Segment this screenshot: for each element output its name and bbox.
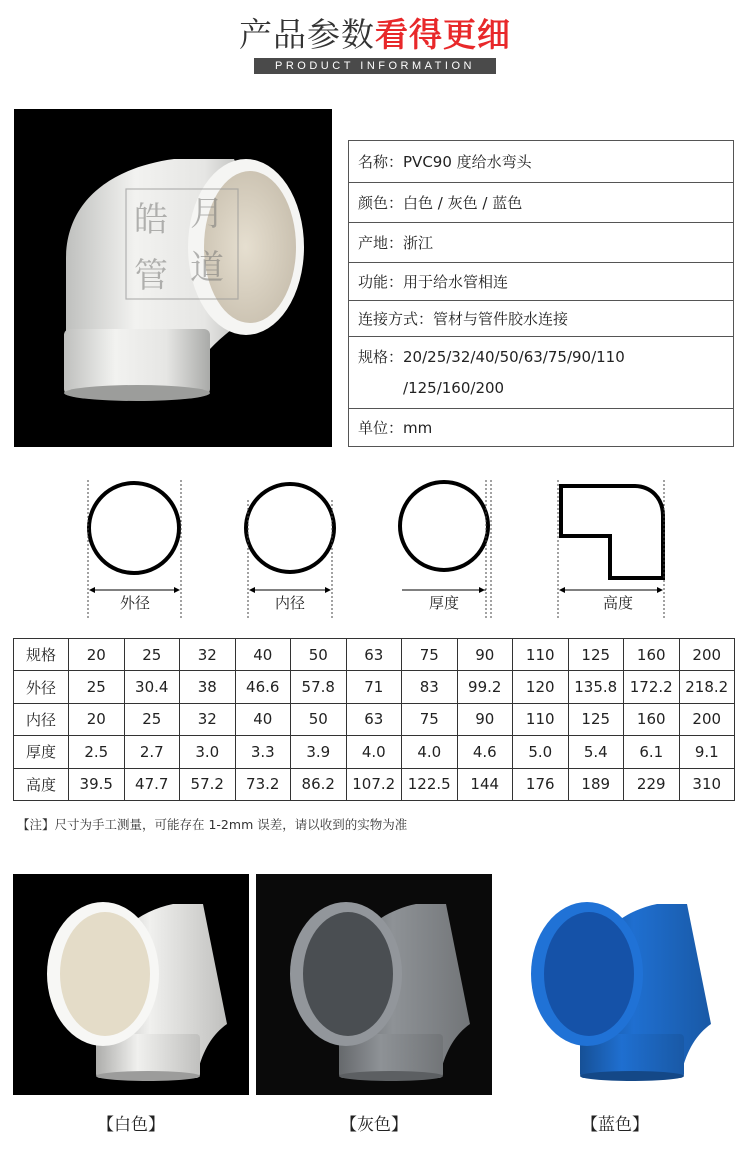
spec-value: 管材与管件胶水连接 [433, 309, 569, 328]
table-row [14, 736, 735, 768]
table-cell: 4.6 [457, 736, 513, 768]
gray-elbow-photo [256, 874, 492, 1095]
table-cell: 218.2 [679, 671, 735, 703]
title-light: 产品参数 [239, 15, 375, 54]
table-cell: 5.4 [568, 736, 624, 768]
table-cell: 2.5 [69, 736, 125, 768]
table-cell: 125 [568, 639, 624, 671]
spec-label: 单位： [358, 419, 404, 437]
spec-row-origin [349, 223, 733, 263]
table-cell: 2.7 [124, 736, 180, 768]
spec-row-connection [349, 301, 733, 337]
table-cell: 40 [235, 639, 291, 671]
diagram-height [552, 470, 672, 620]
table-row [14, 768, 735, 800]
table-cell: 176 [513, 768, 569, 800]
page-subtitle: PRODUCT INFORMATION [254, 58, 496, 74]
page-header [0, 14, 750, 74]
spec-row-size [349, 337, 733, 409]
dimension-table-body [14, 639, 735, 801]
table-cell: 5.0 [513, 736, 569, 768]
table-cell: 6.1 [624, 736, 680, 768]
table-cell: 125 [568, 703, 624, 735]
table-cell: 3.9 [291, 736, 347, 768]
spec-value: 浙江 [403, 233, 434, 252]
table-cell: 25 [124, 703, 180, 735]
table-cell: 20 [69, 703, 125, 735]
spec-value: 20/25/32/40/50/63/75/90/110 [403, 348, 625, 366]
table-cell: 310 [679, 768, 735, 800]
photo-label-gray: 【灰色】 [340, 1115, 408, 1135]
title-bold: 看得更细 [375, 15, 511, 54]
table-row-head: 内径 [14, 703, 69, 735]
table-cell: 144 [457, 768, 513, 800]
table-cell: 4.0 [402, 736, 458, 768]
table-cell: 110 [513, 639, 569, 671]
page-title [0, 14, 750, 56]
table-cell: 32 [180, 639, 236, 671]
spec-value: PVC90 度给水弯头 [403, 152, 532, 171]
table-cell: 172.2 [624, 671, 680, 703]
table-cell: 25 [69, 671, 125, 703]
photo-label-blue: 【蓝色】 [581, 1115, 649, 1135]
blue-elbow-photo [497, 874, 733, 1095]
table-cell: 47.7 [124, 768, 180, 800]
diagram-label: 厚度 [428, 594, 459, 612]
spec-label: 颜色： [358, 193, 404, 212]
hero-product-photo [14, 109, 332, 447]
spec-label: 产地： [358, 233, 404, 252]
watermark-char-4: 道 [190, 248, 224, 288]
table-cell: 20 [69, 639, 125, 671]
table-cell: 71 [346, 671, 402, 703]
table-cell: 63 [346, 703, 402, 735]
table-cell: 73.2 [235, 768, 291, 800]
table-cell: 160 [624, 639, 680, 671]
table-row-head: 外径 [14, 671, 69, 703]
table-row [14, 639, 735, 671]
table-cell: 57.8 [291, 671, 347, 703]
spec-value-multiline [403, 346, 625, 399]
table-cell: 122.5 [402, 768, 458, 800]
table-cell: 50 [291, 639, 347, 671]
table-cell: 99.2 [457, 671, 513, 703]
table-cell: 25 [124, 639, 180, 671]
diagram-thickness [394, 470, 498, 620]
spec-label: 功能： [358, 272, 404, 291]
table-cell: 135.8 [568, 671, 624, 703]
spec-value: 用于给水管相连 [403, 272, 509, 291]
table-cell: 30.4 [124, 671, 180, 703]
table-cell: 120 [513, 671, 569, 703]
diagram-label: 内径 [274, 594, 305, 612]
table-cell: 160 [624, 703, 680, 735]
white-elbow-photo [13, 874, 249, 1095]
spec-row-function [349, 263, 733, 301]
dimension-diagrams [0, 470, 750, 620]
photo-label-white: 【白色】 [97, 1115, 165, 1135]
table-cell: 50 [291, 703, 347, 735]
table-cell: 200 [679, 703, 735, 735]
spec-row-unit [349, 409, 733, 447]
table-cell: 189 [568, 768, 624, 800]
table-cell: 200 [679, 639, 735, 671]
spec-label: 规格： [358, 348, 404, 366]
diagram-outer-diameter [80, 470, 190, 620]
table-cell: 57.2 [180, 768, 236, 800]
spec-value-line2: /125/160/200 [403, 379, 505, 397]
spec-box [348, 140, 734, 447]
table-cell: 75 [402, 703, 458, 735]
watermark-char-2: 月 [190, 194, 224, 234]
table-row-head: 厚度 [14, 736, 69, 768]
table-cell: 75 [402, 639, 458, 671]
spec-value: 白色 / 灰色 / 蓝色 [403, 193, 523, 212]
diagram-label: 高度 [602, 594, 633, 612]
table-cell: 63 [346, 639, 402, 671]
table-cell: 3.3 [235, 736, 291, 768]
watermark-char-1: 皓 [134, 200, 168, 240]
spec-label: 名称： [358, 152, 404, 171]
diagram-label: 外径 [119, 594, 150, 612]
table-row-head: 高度 [14, 768, 69, 800]
watermark-char-3: 管 [134, 256, 168, 296]
dimension-table [13, 638, 735, 801]
table-cell: 110 [513, 703, 569, 735]
table-row-head: 规格 [14, 639, 69, 671]
table-cell: 4.0 [346, 736, 402, 768]
table-cell: 3.0 [180, 736, 236, 768]
table-cell: 86.2 [291, 768, 347, 800]
table-cell: 46.6 [235, 671, 291, 703]
spec-row-name [349, 141, 733, 183]
photo-blue [497, 874, 733, 1095]
photo-gray [256, 874, 492, 1095]
table-cell: 32 [180, 703, 236, 735]
table-cell: 9.1 [679, 736, 735, 768]
spec-row-color [349, 183, 733, 223]
table-cell: 90 [457, 639, 513, 671]
table-cell: 90 [457, 703, 513, 735]
table-row [14, 671, 735, 703]
table-cell: 40 [235, 703, 291, 735]
photo-white [13, 874, 249, 1095]
table-cell: 39.5 [69, 768, 125, 800]
table-cell: 229 [624, 768, 680, 800]
diagram-inner-diameter [238, 470, 338, 620]
spec-label: 连接方式： [358, 309, 434, 328]
table-cell: 83 [402, 671, 458, 703]
table-row [14, 703, 735, 735]
spec-value: mm [403, 419, 433, 437]
table-cell: 38 [180, 671, 236, 703]
table-cell: 107.2 [346, 768, 402, 800]
measurement-note: 【注】尺寸为手工测量，可能存在 1-2mm 误差，请以收到的实物为准 [17, 817, 408, 832]
white-elbow-illustration [14, 109, 332, 447]
